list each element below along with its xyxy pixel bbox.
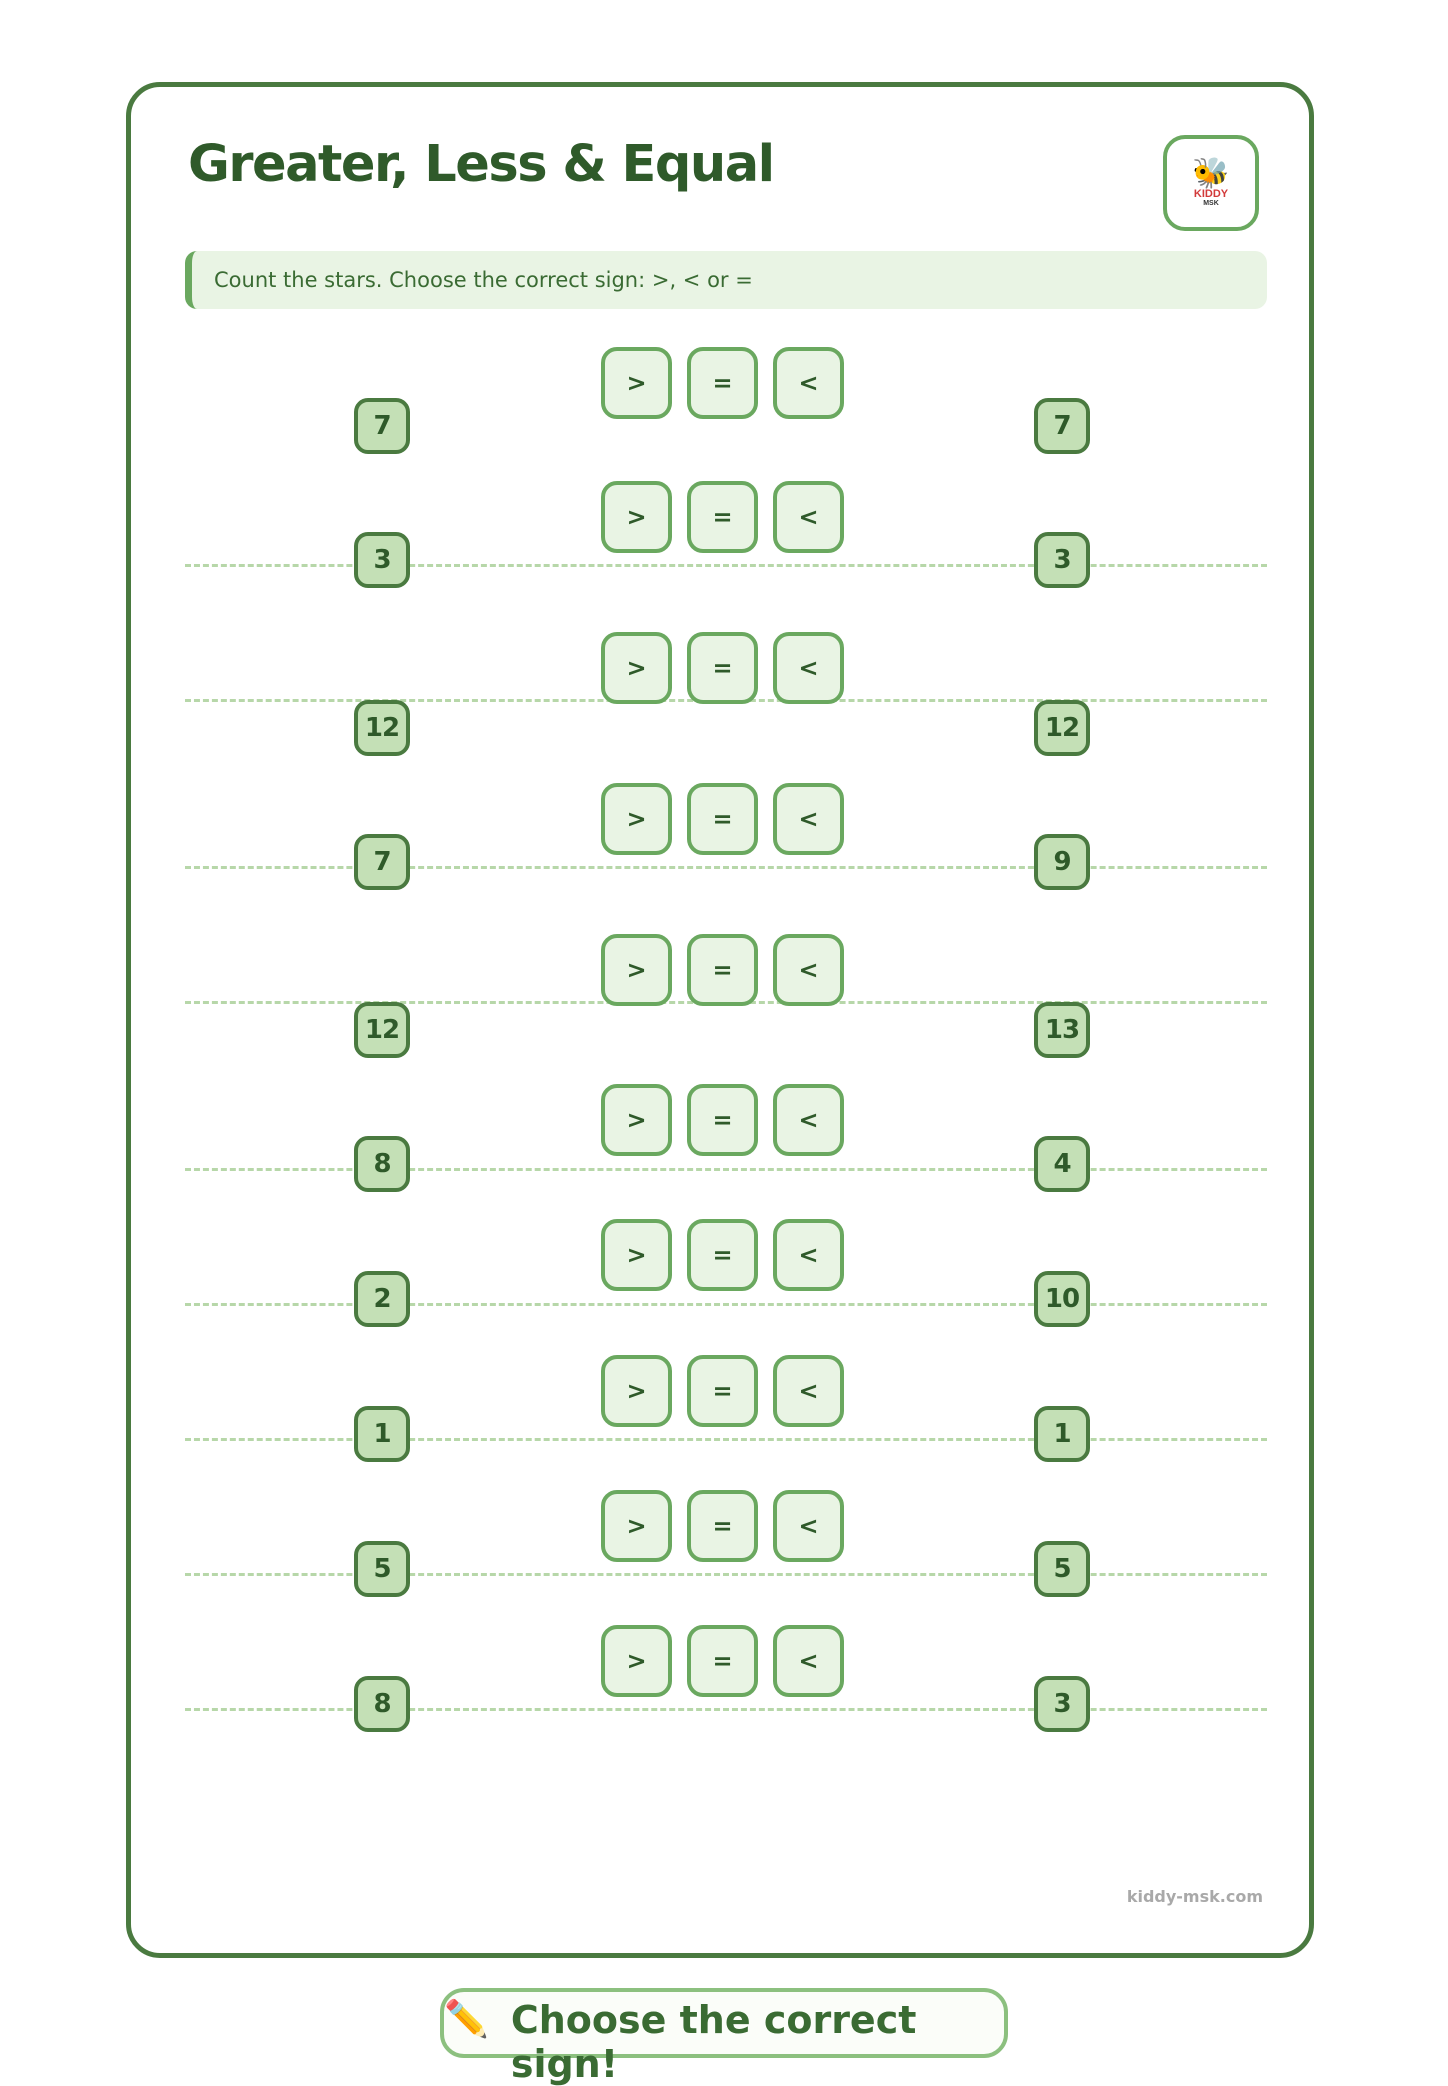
row-divider [185, 1573, 1267, 1576]
equal-button[interactable]: = [687, 1625, 758, 1697]
sign-choices [601, 934, 846, 1006]
right-number-badge: 5 [1034, 1541, 1090, 1597]
sign-choices [601, 347, 846, 419]
instruction-text: Count the stars. Choose the correct sign: >, < or = [214, 268, 753, 292]
row-divider [185, 1303, 1267, 1306]
greater-than-button[interactable]: > [601, 481, 672, 553]
right-number-badge: 9 [1034, 834, 1090, 890]
greater-than-button[interactable]: > [601, 1355, 672, 1427]
greater-than-button[interactable]: > [601, 1084, 672, 1156]
equal-button[interactable]: = [687, 632, 758, 704]
right-number-badge: 13 [1034, 1002, 1090, 1058]
bee-icon: 🐝 [1192, 155, 1230, 191]
left-number-badge: 7 [354, 398, 410, 454]
right-number-badge: 7 [1034, 398, 1090, 454]
website-label: kiddy-msk.com [1126, 1887, 1263, 1906]
less-than-button[interactable]: < [773, 934, 844, 1006]
sign-choices [601, 1084, 846, 1156]
right-number-badge: 12 [1034, 700, 1090, 756]
greater-than-button[interactable]: > [601, 1219, 672, 1291]
sign-choices [601, 481, 846, 553]
right-number-badge: 4 [1034, 1136, 1090, 1192]
row-divider [185, 1708, 1267, 1711]
equal-button[interactable]: = [687, 934, 758, 1006]
right-number-badge: 1 [1034, 1406, 1090, 1462]
logo-text-kiddy: KIDDY [1193, 187, 1229, 200]
sign-choices [601, 1490, 846, 1562]
sign-choices [601, 1625, 846, 1697]
right-number-badge: 3 [1034, 1676, 1090, 1732]
equal-button[interactable]: = [687, 783, 758, 855]
row-divider [185, 564, 1267, 567]
less-than-button[interactable]: < [773, 347, 844, 419]
greater-than-button[interactable]: > [601, 1490, 672, 1562]
left-number-badge: 1 [354, 1406, 410, 1462]
less-than-button[interactable]: < [773, 1219, 844, 1291]
greater-than-button[interactable]: > [601, 934, 672, 1006]
sign-choices [601, 1219, 846, 1291]
less-than-button[interactable]: < [773, 632, 844, 704]
sign-choices [601, 632, 846, 704]
footer-label: Choose the correct sign! [510, 1998, 917, 2086]
equal-button[interactable]: = [687, 1084, 758, 1156]
left-number-badge: 8 [354, 1136, 410, 1192]
greater-than-button[interactable]: > [601, 1625, 672, 1697]
pencil-icon: ✏️ [444, 1999, 489, 2040]
row-divider [185, 1438, 1267, 1441]
equal-button[interactable]: = [687, 347, 758, 419]
left-number-badge: 3 [354, 532, 410, 588]
less-than-button[interactable]: < [773, 1490, 844, 1562]
less-than-button[interactable]: < [773, 783, 844, 855]
logo-text-msk: MSK [1203, 199, 1219, 207]
equal-button[interactable]: = [687, 1490, 758, 1562]
instruction-banner [185, 251, 1267, 309]
left-number-badge: 12 [354, 1002, 410, 1058]
right-number-badge: 10 [1034, 1271, 1090, 1327]
left-number-badge: 5 [354, 1541, 410, 1597]
less-than-button[interactable]: < [773, 1625, 844, 1697]
row-divider [185, 866, 1267, 869]
equal-button[interactable]: = [687, 1219, 758, 1291]
left-number-badge: 8 [354, 1676, 410, 1732]
less-than-button[interactable]: < [773, 1084, 844, 1156]
equal-button[interactable]: = [687, 1355, 758, 1427]
sign-choices [601, 1355, 846, 1427]
less-than-button[interactable]: < [773, 481, 844, 553]
left-number-badge: 2 [354, 1271, 410, 1327]
left-number-badge: 12 [354, 700, 410, 756]
left-number-badge: 7 [354, 834, 410, 890]
right-number-badge: 3 [1034, 532, 1090, 588]
equal-button[interactable]: = [687, 481, 758, 553]
row-divider [185, 1168, 1267, 1171]
less-than-button[interactable]: < [773, 1355, 844, 1427]
sign-choices [601, 783, 846, 855]
worksheet-card [126, 82, 1314, 1958]
greater-than-button[interactable]: > [601, 632, 672, 704]
greater-than-button[interactable]: > [601, 783, 672, 855]
greater-than-button[interactable]: > [601, 347, 672, 419]
worksheet-title: Greater, Less & Equal [188, 135, 774, 194]
kiddy-msk-logo [1163, 135, 1259, 231]
